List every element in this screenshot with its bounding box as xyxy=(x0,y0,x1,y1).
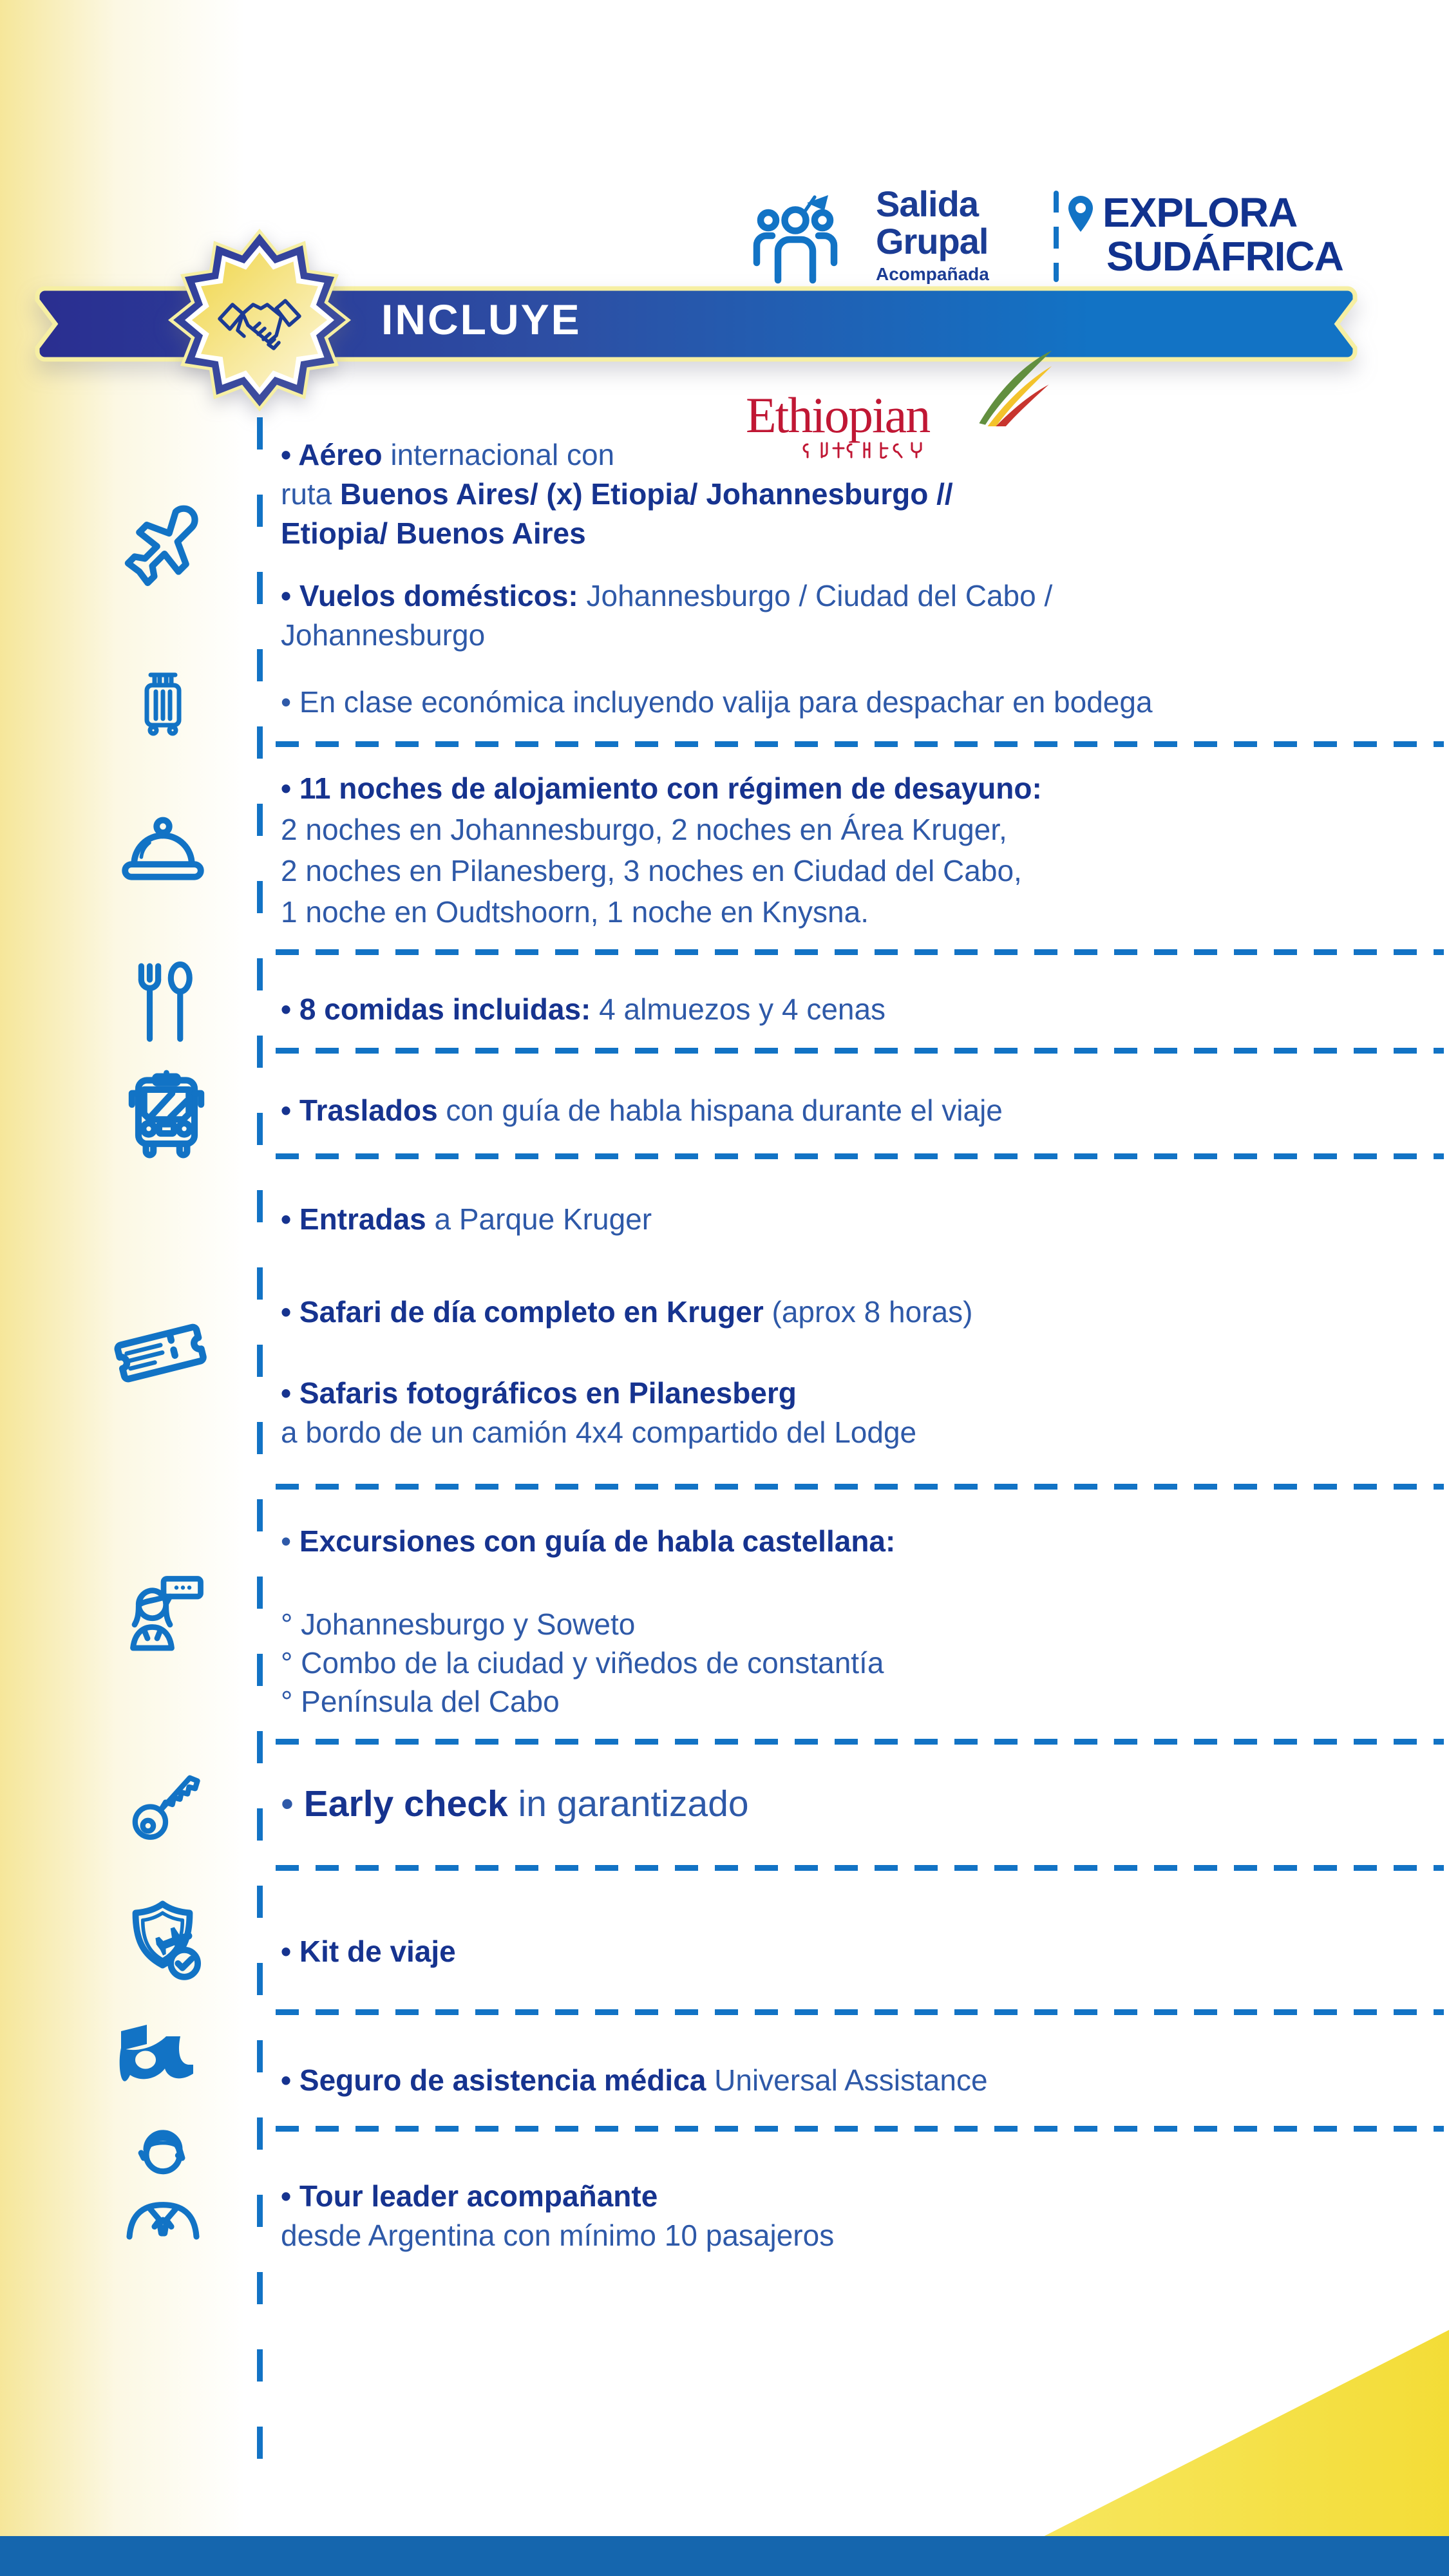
ethiopian-logo-text: Ethiopian xyxy=(746,387,930,443)
include-item-seguro xyxy=(281,2061,1440,2100)
section-divider xyxy=(276,949,1444,955)
item-line xyxy=(281,475,1440,514)
vertical-dashed-line xyxy=(257,417,263,2459)
excursion-subitem xyxy=(281,1605,1440,1643)
key-icon xyxy=(128,1762,204,1847)
universal-assistance-logo xyxy=(116,2022,213,2092)
text-run: con guía de habla hispana durante el viaje xyxy=(437,1094,1003,1127)
cutlery-icon xyxy=(129,961,197,1046)
section-divider xyxy=(276,2009,1444,2015)
item-line xyxy=(281,990,1440,1029)
handshake-badge xyxy=(166,227,353,413)
item-line xyxy=(281,435,1440,475)
text-run: (aprox 8 horas) xyxy=(763,1295,973,1329)
text-run: • xyxy=(281,1783,304,1824)
airplane-icon xyxy=(116,497,209,594)
text-run-bold: • Safari de día completo en Kruger xyxy=(281,1295,764,1329)
header-dashed-divider xyxy=(1054,191,1059,282)
item-line xyxy=(281,1783,1440,1825)
section-divider xyxy=(276,1865,1444,1871)
item-line xyxy=(281,768,1440,809)
salida-grupal-line3: Acompañada xyxy=(876,264,989,284)
item-line xyxy=(281,2061,1440,2100)
text-run-bold: Etiopia/ Buenos Aires xyxy=(281,516,586,550)
item-line xyxy=(281,616,1440,655)
salida-grupal-logo xyxy=(876,185,989,285)
excursion-subitem xyxy=(281,1643,1440,1682)
text-run-bold: • 8 comidas incluidas: xyxy=(281,992,591,1026)
explora-line2: SUDÁFRICA xyxy=(1106,233,1343,279)
item-line xyxy=(281,1932,1440,1971)
item-line xyxy=(281,1413,1440,1452)
text-run: in garantizado xyxy=(507,1783,749,1824)
item-line xyxy=(281,891,1440,933)
text-run-bold: • Vuelos domésticos: xyxy=(281,579,578,612)
ticket-icon xyxy=(111,1311,211,1397)
tour-leader-icon xyxy=(121,2125,205,2244)
text-run: • xyxy=(281,1524,299,1558)
include-item-alojamiento xyxy=(281,768,1440,933)
item-line xyxy=(281,850,1440,891)
text-run: ruta xyxy=(281,477,341,511)
excursion-sublist xyxy=(281,1605,1440,1721)
section-divider xyxy=(276,1484,1444,1490)
item-line xyxy=(281,1522,1440,1561)
map-pin-icon xyxy=(1066,194,1095,233)
text-run-bold: Early check xyxy=(303,1783,508,1824)
section-divider xyxy=(276,1153,1444,1159)
text-run-bold: • Kit de viaje xyxy=(281,1935,456,1968)
group-flag-icon xyxy=(747,188,844,291)
include-item-safari-kruger xyxy=(281,1293,1440,1332)
text-run: Universal Assistance xyxy=(706,2063,988,2097)
text-run-bold: Buenos Aires/ (x) Etiopia/ Johannesburgo // xyxy=(340,477,953,511)
include-item-early-check xyxy=(281,1783,1440,1825)
explora-sudafrica-logo xyxy=(1103,191,1343,278)
cloche-icon xyxy=(118,810,208,884)
item-line xyxy=(281,1091,1440,1130)
text-run-bold: • Tour leader acompañante xyxy=(281,2179,658,2213)
bottom-blue-bar xyxy=(0,2536,1449,2576)
text-run-bold: • Seguro de asistencia médica xyxy=(281,2063,706,2097)
ethiopian-swoosh-icon xyxy=(958,349,1074,426)
text-run: 2 noches en Pilanesberg, 3 noches en Ciudad del Cabo, xyxy=(281,854,1022,887)
include-item-traslados xyxy=(281,1091,1440,1130)
salida-grupal-line2: Grupal xyxy=(876,221,989,261)
item-line xyxy=(281,514,1440,553)
include-item-vuelos-domesticos xyxy=(281,576,1440,655)
incluye-title: INCLUYE xyxy=(381,296,582,343)
include-item-kit-viaje xyxy=(281,1932,1440,1971)
section-divider xyxy=(276,741,1444,747)
item-line xyxy=(281,809,1440,850)
text-run: ° Johannesburgo y Soweto xyxy=(281,1607,636,1641)
text-run: 1 noche en Oudtshoorn, 1 noche en Knysna. xyxy=(281,895,869,929)
suitcase-icon xyxy=(140,670,185,737)
text-run-bold: Excursiones con guía de habla castellana: xyxy=(299,1524,896,1558)
bus-icon xyxy=(120,1069,213,1162)
text-run-bold: • Entradas xyxy=(281,1202,426,1236)
text-run: Johannesburgo / Ciudad del Cabo / xyxy=(578,579,1053,612)
item-line xyxy=(281,576,1440,616)
text-run: ° Península del Cabo xyxy=(281,1685,560,1718)
text-run-bold: • Traslados xyxy=(281,1094,438,1127)
include-item-clase-economica xyxy=(281,683,1440,722)
item-line xyxy=(281,2216,1440,2255)
include-item-entradas xyxy=(281,1200,1440,1239)
item-line xyxy=(281,2177,1440,2216)
text-run: a bordo de un camión 4x4 compartido del Lodge xyxy=(281,1416,917,1449)
include-item-tour-leader xyxy=(281,2177,1440,2255)
text-run: desde Argentina con mínimo 10 pasajeros xyxy=(281,2219,835,2252)
text-run: 4 almuezos y 4 cenas xyxy=(591,992,886,1026)
section-divider xyxy=(276,1048,1444,1054)
text-run: internacional con xyxy=(382,438,615,471)
section-divider xyxy=(276,1739,1444,1745)
include-item-comidas xyxy=(281,990,1440,1029)
text-run: 2 noches en Johannesburgo, 2 noches en Área Kruger, xyxy=(281,813,1007,846)
include-item-safaris-pilanesberg xyxy=(281,1374,1440,1452)
item-line xyxy=(281,683,1440,722)
guide-icon xyxy=(125,1574,205,1654)
text-run: • En clase económica incluyendo valija para despachar en bodega xyxy=(281,685,1153,719)
section-divider xyxy=(276,2126,1444,2132)
shield-plane-icon xyxy=(116,1899,209,1989)
text-run-bold: • Safaris fotográficos en Pilanesberg xyxy=(281,1376,797,1410)
include-item-excursiones xyxy=(281,1522,1440,1561)
include-item-aereo xyxy=(281,435,1440,553)
text-run-bold: • 11 noches de alojamiento con régimen de desayuno: xyxy=(281,772,1042,805)
item-line xyxy=(281,1293,1440,1332)
text-run: Johannesburgo xyxy=(281,618,486,652)
explora-line1: EXPLORA xyxy=(1103,189,1298,236)
text-run-bold: • Aéreo xyxy=(281,438,383,471)
salida-grupal-line1: Salida xyxy=(876,184,978,224)
excursion-subitem xyxy=(281,1682,1440,1721)
text-run: a Parque Kruger xyxy=(426,1202,652,1236)
text-run: ° Combo de la ciudad y viñedos de constantía xyxy=(281,1646,884,1680)
item-line xyxy=(281,1374,1440,1413)
item-line xyxy=(281,1200,1440,1239)
